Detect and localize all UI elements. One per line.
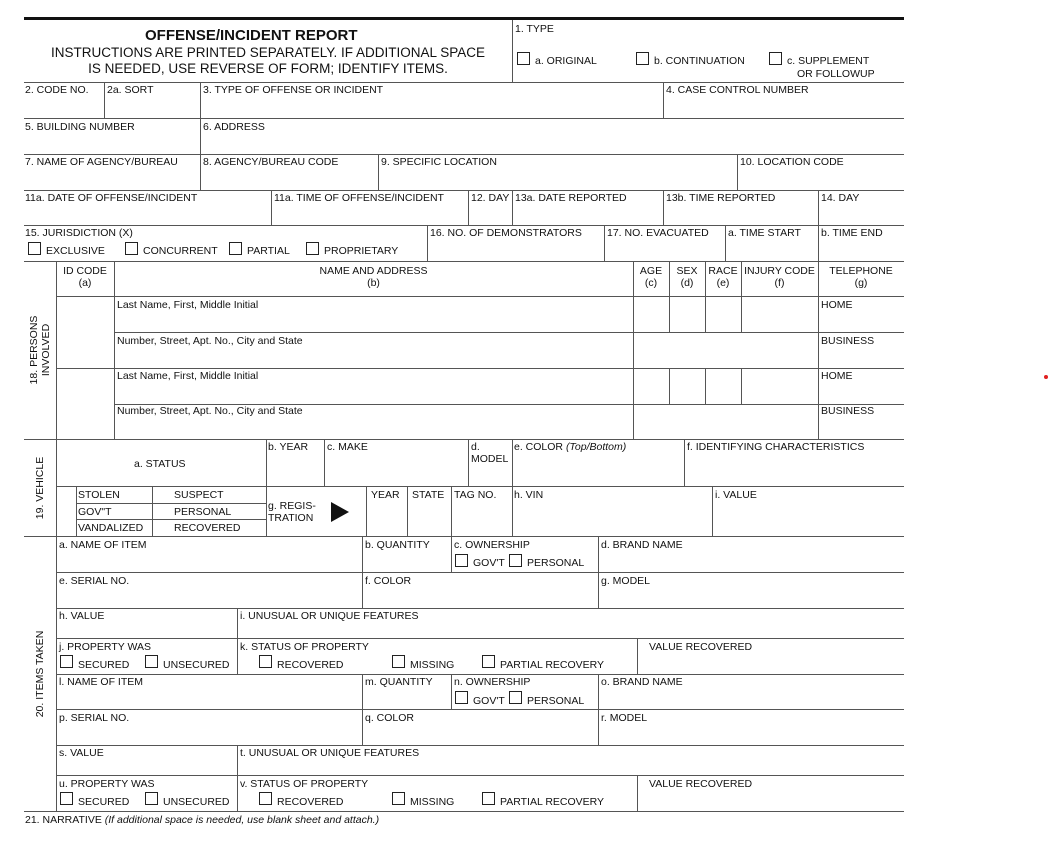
supplement-checkbox[interactable] [769,52,782,65]
supplement-label: c. SUPPLEMENT [787,55,870,67]
item-1-govt-label: GOV'T [473,557,505,569]
item-2-color-label: q. COLOR [365,712,415,724]
item-2-serial-label: p. SERIAL NO. [59,712,130,724]
proprietary-checkbox[interactable] [306,242,319,255]
item-1-partial-recovery-label: PARTIAL RECOVERY [500,659,605,671]
continuation-checkbox[interactable] [636,52,649,65]
specific-location-label: 9. SPECIFIC LOCATION [381,156,497,168]
form-instructions [28,45,508,77]
item-2-govt-label: GOV'T [473,695,505,707]
time-start-label: a. TIME START [728,227,801,239]
item-2-model-label: r. MODEL [601,712,648,724]
personal-option[interactable]: PERSONAL [174,506,232,518]
vehicle-year-label: b. YEAR [268,441,309,453]
recovered-option[interactable]: RECOVERED [174,522,241,534]
item-2-unsecured-label: UNSECURED [163,796,230,808]
vin-label: h. VIN [514,489,544,501]
id-code-header: ID CODE (a) [63,265,107,289]
item-1-missing-checkbox[interactable] [392,655,405,668]
item-1-value-label: h. VALUE [59,610,105,622]
form-title: OFFENSE/INCIDENT REPORT [145,27,358,44]
vehicle-side-label: 19. VEHICLE [34,456,46,520]
instructions-line-2: IS NEEDED, USE REVERSE OF FORM; IDENTIFY ITEMS. [88,61,448,76]
location-code-label: 10. LOCATION CODE [740,156,844,168]
item-1-recovered-checkbox[interactable] [259,655,272,668]
person-1-home-label: HOME [821,299,853,311]
injury-code-header: INJURY CODE (f) [744,265,815,289]
item-2-personal-checkbox[interactable] [509,691,522,704]
item-2-personal-label: PERSONAL [527,695,585,707]
item-2-value-label: s. VALUE [59,747,104,759]
item-2-property-was-label: u. PROPERTY WAS [59,778,155,790]
partial-checkbox[interactable] [229,242,242,255]
item-1-personal-checkbox[interactable] [509,554,522,567]
stolen-option[interactable]: STOLEN [78,489,120,501]
vehicle-color-label: e. COLOR (Top/Bottom) [514,441,627,453]
case-control-label: 4. CASE CONTROL NUMBER [666,84,809,96]
agency-code-label: 8. AGENCY/BUREAU CODE [203,156,339,168]
time-end-label: b. TIME END [821,227,883,239]
exclusive-checkbox[interactable] [28,242,41,255]
item-1-missing-label: MISSING [410,659,455,671]
item-2-quantity-label: m. QUANTITY [365,676,433,688]
form-top-bar [24,17,904,20]
item-2-status-label: v. STATUS OF PROPERTY [240,778,369,790]
item-1-unsecured-label: UNSECURED [163,659,230,671]
person-2-name-hint: Last Name, First, Middle Initial [117,370,259,382]
items-taken-side-label: 20. ITEMS TAKEN [34,630,46,718]
original-checkbox[interactable] [517,52,530,65]
date-reported-label: 13a. DATE REPORTED [515,192,627,204]
vehicle-make-label: c. MAKE [327,441,368,453]
status-label: a. STATUS [134,458,186,470]
item-2-brand-label: o. BRAND NAME [601,676,683,688]
person-1-business-label: BUSINESS [821,335,875,347]
item-1-status-label: k. STATUS OF PROPERTY [240,641,369,653]
sort-label: 2a. SORT [107,84,154,96]
instructions-line-1: INSTRUCTIONS ARE PRINTED SEPARATELY. IF ADDITIONAL SPACE [50,45,486,60]
name-address-header: NAME AND ADDRESS (b) [319,265,428,289]
item-1-unsecured-checkbox[interactable] [145,655,158,668]
suspect-option[interactable]: SUSPECT [174,489,224,501]
followup-label: OR FOLLOWUP [797,68,875,80]
item-2-recovered-label: RECOVERED [277,796,344,808]
person-1-name-hint: Last Name, First, Middle Initial [117,299,259,311]
item-1-personal-label: PERSONAL [527,557,585,569]
item-2-missing-label: MISSING [410,796,455,808]
race-header: RACE (e) [708,265,738,289]
date-offense-label: 11a. DATE OF OFFENSE/INCIDENT [25,192,198,204]
concurrent-checkbox[interactable] [125,242,138,255]
day-14-label: 14. DAY [821,192,860,204]
building-number-label: 5. BUILDING NUMBER [25,121,135,133]
time-offense-label: 11a. TIME OF OFFENSE/INCIDENT [274,192,444,204]
item-2-name-label: l. NAME OF ITEM [59,676,143,688]
persons-involved-side-label: 18. PERSONS INVOLVED [28,315,52,385]
item-2-missing-checkbox[interactable] [392,792,405,805]
tag-no-label: TAG NO. [454,489,497,501]
proprietary-label: PROPRIETARY [324,245,399,257]
person-1-address-hint: Number, Street, Apt. No., City and State [117,335,303,347]
narrative-label: 21. NARRATIVE (If additional space is needed, use blank sheet and attach.) [25,814,380,826]
person-2-business-label: BUSINESS [821,405,875,417]
item-2-partial-recovery-checkbox[interactable] [482,792,495,805]
item-2-unusual-label: t. UNUSUAL OR UNIQUE FEATURES [240,747,420,759]
item-1-secured-checkbox[interactable] [60,655,73,668]
demonstrators-label: 16. NO. OF DEMONSTRATORS [430,227,582,239]
day-12-label: 12. DAY [471,192,510,204]
stray-mark [1044,375,1048,379]
telephone-header: TELEPHONE (g) [829,265,893,289]
item-1-partial-recovery-checkbox[interactable] [482,655,495,668]
item-1-recovered-label: RECOVERED [277,659,344,671]
concurrent-label: CONCURRENT [143,245,218,257]
continuation-label: b. CONTINUATION [654,55,745,67]
reg-year-label: YEAR [371,489,400,501]
item-2-ownership-label: n. OWNERSHIP [454,676,531,688]
reg-state-label: STATE [412,489,445,501]
registration-label-1: g. REGIS- [268,500,316,512]
item-1-color-label: f. COLOR [365,575,412,587]
item-1-ownership-label: c. OWNERSHIP [454,539,530,551]
time-reported-label: 13b. TIME REPORTED [666,192,776,204]
vehicle-model-label-2: MODEL [471,453,509,465]
sex-header: SEX (d) [676,265,698,289]
item-2-govt-checkbox[interactable] [455,691,468,704]
offense-type-label: 3. TYPE OF OFFENSE OR INCIDENT [203,84,384,96]
item-1-model-label: g. MODEL [601,575,651,587]
agency-name-label: 7. NAME OF AGENCY/BUREAU [25,156,178,168]
exclusive-label: EXCLUSIVE [46,245,105,257]
item-1-brand-label: d. BRAND NAME [601,539,683,551]
identifying-characteristics-label: f. IDENTIFYING CHARACTERISTICS [687,441,865,453]
person-2-address-hint: Number, Street, Apt. No., City and State [117,405,303,417]
code-no-label: 2. CODE NO. [25,84,89,96]
item-2-recovered-checkbox[interactable] [259,792,272,805]
item-1-unusual-label: i. UNUSUAL OR UNIQUE FEATURES [240,610,419,622]
item-2-secured-label: SECURED [78,796,130,808]
item-1-name-label: a. NAME OF ITEM [59,539,147,551]
item-1-serial-label: e. SERIAL NO. [59,575,130,587]
item-2-value-recovered-label: VALUE RECOVERED [649,778,753,790]
original-label: a. ORIGINAL [535,55,597,67]
jurisdiction-label: 15. JURISDICTION (X) [25,227,133,239]
arrow-right-icon [331,502,349,522]
item-2-secured-checkbox[interactable] [60,792,73,805]
vehicle-model-label-1: d. [471,441,480,453]
type-label: 1. TYPE [515,23,554,35]
item-2-unsecured-checkbox[interactable] [145,792,158,805]
registration-label-2: TRATION [268,512,314,524]
item-1-quantity-label: b. QUANTITY [365,539,430,551]
vehicle-value-label: i. VALUE [715,489,757,501]
person-2-home-label: HOME [821,370,853,382]
item-1-property-was-label: j. PROPERTY WAS [59,641,151,653]
partial-label: PARTIAL [247,245,290,257]
evacuated-label: 17. NO. EVACUATED [607,227,709,239]
age-header: AGE (c) [639,265,663,289]
address-label: 6. ADDRESS [203,121,265,133]
item-1-value-recovered-label: VALUE RECOVERED [649,641,753,653]
item-1-govt-checkbox[interactable] [455,554,468,567]
item-2-partial-recovery-label: PARTIAL RECOVERY [500,796,605,808]
vandalized-option[interactable]: VANDALIZED [78,522,144,534]
govt-option[interactable]: GOV"T [78,506,112,518]
item-1-secured-label: SECURED [78,659,130,671]
